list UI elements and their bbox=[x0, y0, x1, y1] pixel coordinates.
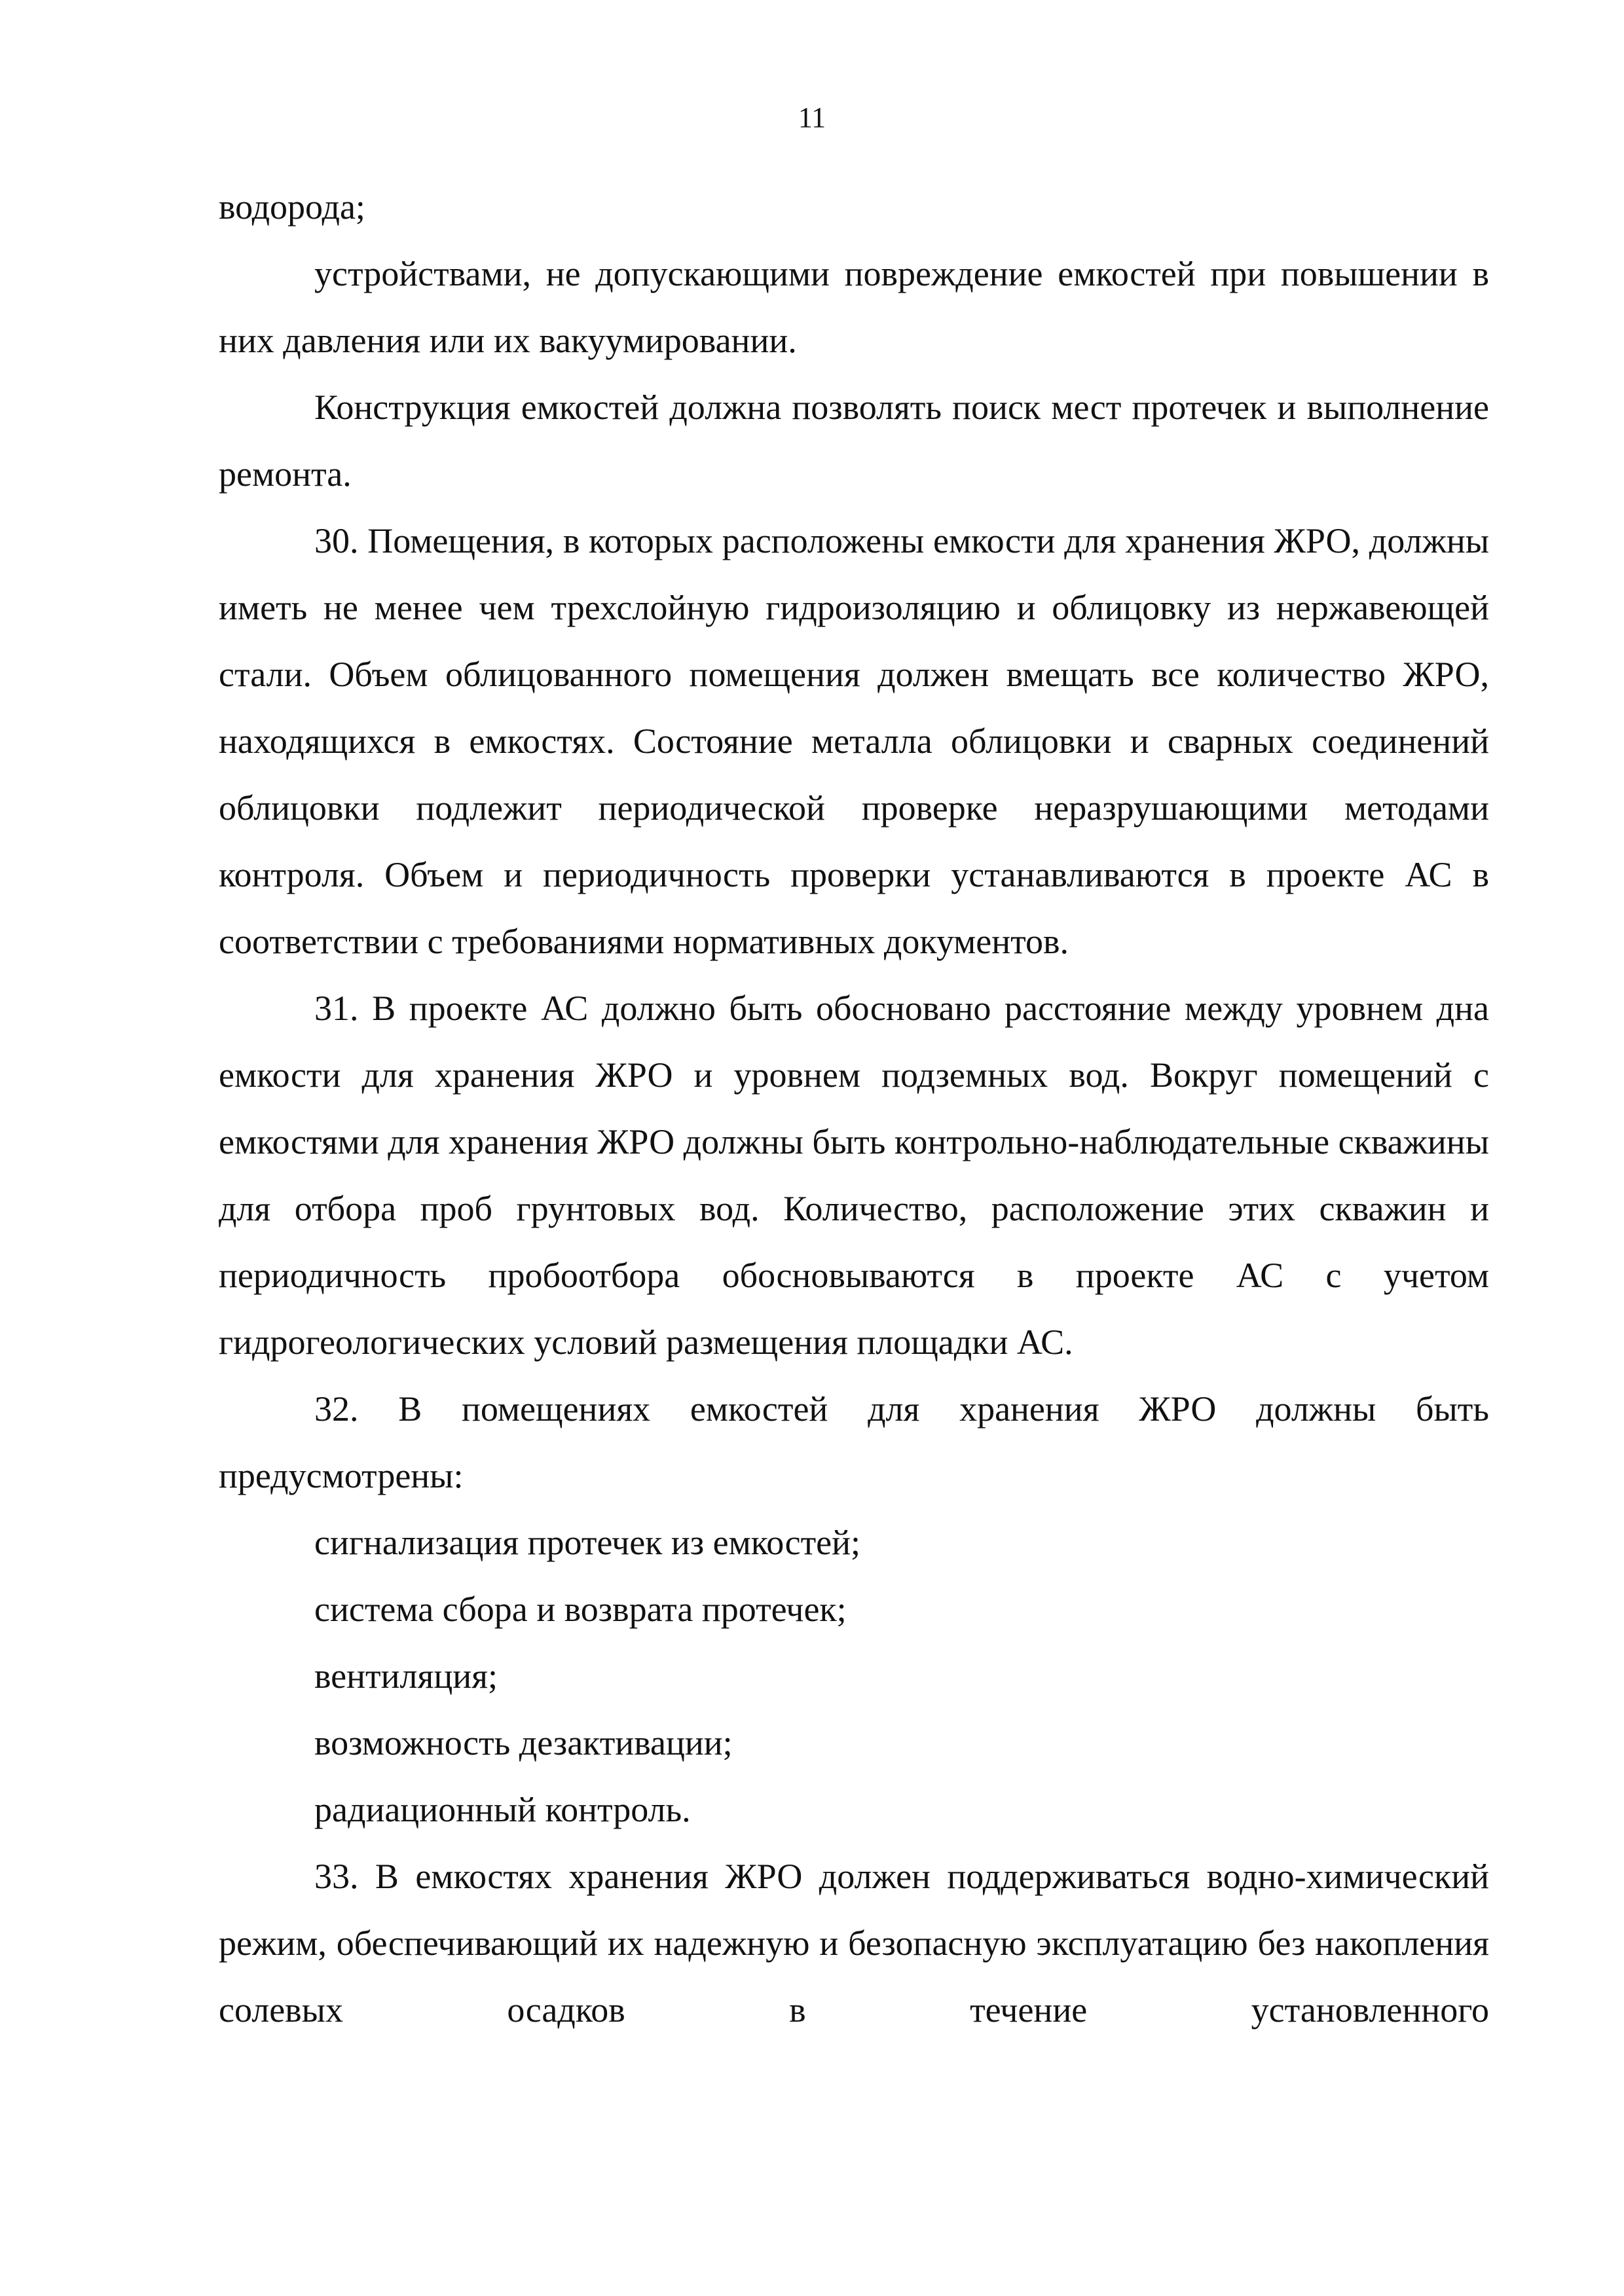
paragraph-item-31: 31. В проекте АС должно быть обосновано расстояние между уровнем дна емкости для хранения ЖРО и уровнем подземных вод. Вокруг помещений с емкостями для хранения ЖРО должны быть контрольно-наблюдательные скважины для отбора проб грунтовых вод. Количество, расположение этих скважин и периодичность пробоотбора обосновываются в проекте АС с учетом гидрогеологических условий размещения площадки АС. bbox=[219, 989, 1489, 1362]
paragraph-devices: устройствами, не допускающими повреждение емкостей при повышении в них давления или их вакуумировании. bbox=[219, 254, 1489, 360]
list-item: сигнализация протечек из емкостей; bbox=[314, 1523, 861, 1562]
page-number: 11 bbox=[798, 101, 826, 134]
list-item: возможность дезактивации; bbox=[314, 1723, 733, 1762]
paragraph-item-32: 32. В помещениях емкостей для хранения ЖРО должны быть предусмотрены: bbox=[219, 1389, 1489, 1495]
paragraph-item-30: 30. Помещения, в которых расположены емкости для хранения ЖРО, должны иметь не менее чем трехслойную гидроизоляцию и облицовку из нержавеющей стали. Объем облицованного помещения должен вмещать все количество ЖРО, находящихся в емкостях. Состояние металла облицовки и сварных соединений облицовки подлежит периодической проверке неразрушающими методами контроля. Объем и периодичность проверки устанавливаются в проекте АС в соответствии с требованиями нормативных документов. bbox=[219, 521, 1489, 961]
list-item: вентиляция; bbox=[314, 1656, 498, 1696]
list-item: радиационный контроль. bbox=[314, 1790, 691, 1829]
list-item: система сбора и возврата протечек; bbox=[314, 1590, 847, 1629]
paragraph-item-33: 33. В емкостях хранения ЖРО должен поддерживаться водно-химический режим, обеспечивающий их надежную и безопасную эксплуатацию без накопления солевых осадков в течение установленного bbox=[219, 1857, 1489, 2030]
paragraph-tank-design: Конструкция емкостей должна позволять поиск мест протечек и выполнение ремонта. bbox=[219, 388, 1489, 494]
document-body bbox=[219, 173, 1489, 2043]
paragraph-hydrogen-end: водорода; bbox=[219, 187, 365, 227]
